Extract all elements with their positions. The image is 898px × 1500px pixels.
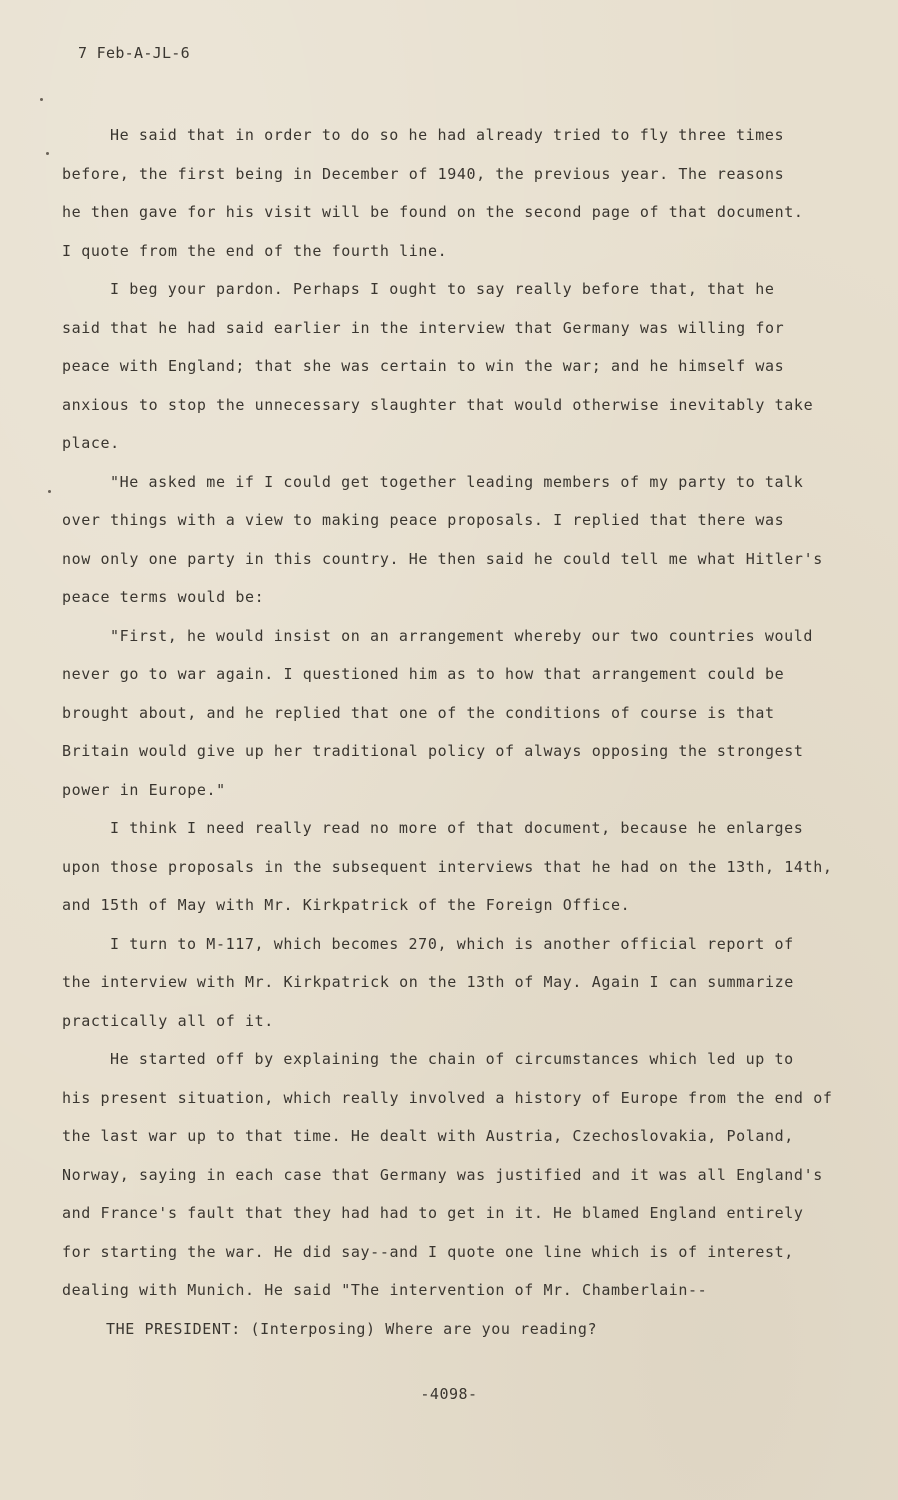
body-text	[62, 116, 852, 1348]
paper-speck	[40, 98, 43, 101]
page-identifier: 7 Feb-A-JL-6	[78, 44, 190, 62]
paragraph: "He asked me if I could get together leading members of my party to talk over things with a view to making peace proposals. I replied that there was now only one party in this country. He then said he could tell me what Hitler's peace terms would be:	[62, 472, 823, 606]
paper-speck	[48, 490, 51, 493]
paragraph: "First, he would insist on an arrangement whereby our two countries would never go to war again. I questioned him as to how that arrangement could be brought about, and he replied that one of the conditions of course is that Britain would give up her traditional policy of always opposing the strongest power in Europe."	[62, 626, 814, 799]
paragraph: I think I need really read no more of that document, because he enlarges upon those proposals in the subsequent interviews that he had on the 13th, 14th, and 15th of May with Mr. Kirkpatrick of the Foreign Office.	[62, 819, 833, 914]
page-number: -4098-	[420, 1385, 478, 1403]
paragraph: He started off by explaining the chain of circumstances which led up to his present situation, which really involved a history of Europe from the end of the last war up to that time. He dealt with Austria, Czechoslovakia, Poland, Norway, saying in each case that Germany was justified and it was all England's and France's fault that they had had to get in it. He blamed England entirely for starting the war. He did say--and I quote one line which is of interest, dealing with Munich. He said "The intervention of Mr. Chamberlain--	[62, 1050, 833, 1299]
paragraph: I beg your pardon. Perhaps I ought to say really before that, that he said that he had said earlier in the interview that Germany was willing for peace with England; that she was certain to win the war; and he himself was anxious to stop the unnecessary slaughter that would otherwise inevitably take place.	[62, 280, 814, 452]
paper-speck	[46, 152, 49, 155]
speaker-line: THE PRESIDENT: (Interposing) Where are you reading?	[106, 1319, 598, 1338]
paragraph: I turn to M-117, which becomes 270, which is another official report of the interview with Mr. Kirkpatrick on the 13th of May. Again I can summarize practically all of it.	[62, 934, 794, 1030]
paragraph: He said that in order to do so he had already tried to fly three times before, the first being in December of 1940, the previous year. The reasons he then gave for his visit will be found on the second page of that document. I quote from the end of the fourth line.	[62, 126, 804, 260]
